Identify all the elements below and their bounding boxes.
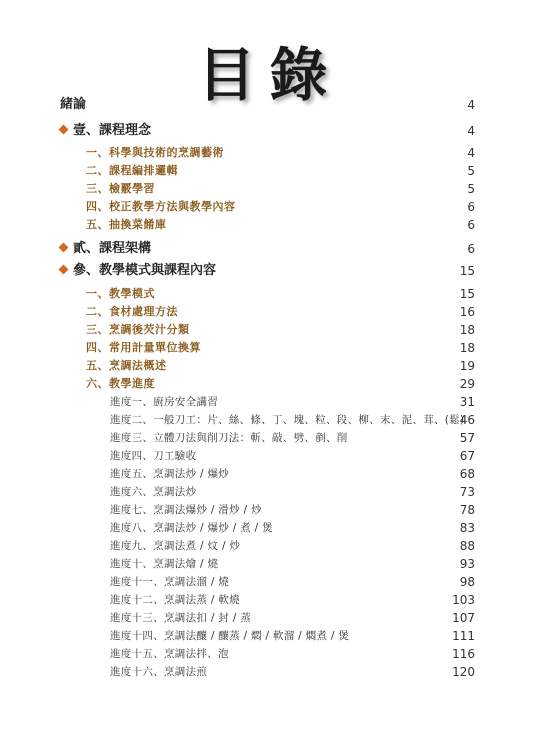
- toc-page-number: 78: [459, 503, 475, 517]
- toc-entry-text: 進度六、烹調法炒: [110, 486, 197, 498]
- toc-page-number: 5: [467, 182, 475, 196]
- toc-entry-title: [110, 663, 207, 681]
- diamond-bullet-icon: [59, 125, 69, 135]
- toc-entry[interactable]: [0, 537, 539, 555]
- toc-entry-text: 四、常用計量單位換算: [86, 341, 201, 354]
- toc-page-number: 5: [467, 164, 475, 178]
- toc-entry[interactable]: [0, 573, 539, 591]
- toc-page-number: 88: [459, 539, 475, 553]
- toc-page-number: 6: [467, 218, 475, 232]
- toc-entry-title: [110, 393, 218, 411]
- diamond-bullet-icon: [59, 265, 69, 275]
- toc-entry-text: 進度十四、烹調法釀 / 釀蒸 / 燜 / 軟溜 / 燜煮 / 煲: [110, 630, 350, 642]
- diamond-bullet-icon: [59, 243, 69, 253]
- toc-entry-text: 貳、課程架構: [73, 241, 152, 256]
- page-title: 目錄: [197, 41, 342, 109]
- toc-page-number: 15: [459, 264, 475, 278]
- toc-entry[interactable]: [0, 411, 539, 429]
- toc-entry-text: 二、食材處理方法: [86, 305, 178, 318]
- toc-entry-text: 三、烹調後芡汁分類: [86, 323, 190, 336]
- toc-entry[interactable]: [0, 375, 539, 393]
- toc-entry-title: [110, 411, 464, 429]
- toc-entry-title: [60, 240, 151, 258]
- toc-entry-title: [110, 645, 229, 663]
- toc-page-number: 93: [459, 557, 475, 571]
- toc-entry-title: [60, 122, 151, 140]
- toc-entry-title: [110, 519, 273, 537]
- toc-entry-text: 緒論: [60, 97, 87, 112]
- toc-entry-text: 二、課程編排邏輯: [86, 164, 178, 177]
- toc-entry[interactable]: [0, 321, 539, 339]
- toc-entry[interactable]: [0, 303, 539, 321]
- toc-entry-title: [110, 609, 251, 627]
- toc-entry[interactable]: [0, 591, 539, 609]
- toc-entry[interactable]: [0, 162, 539, 180]
- toc-page-number: 116: [452, 647, 475, 661]
- toc-entry[interactable]: [0, 627, 539, 645]
- toc-entry-title: [110, 627, 349, 645]
- toc-page-number: 16: [459, 305, 475, 319]
- toc-page-number: 73: [459, 485, 475, 499]
- toc-entry-title: [86, 321, 190, 339]
- toc-entry-text: 四、校正教學方法與教學內容: [86, 200, 236, 213]
- toc-entry[interactable]: [0, 609, 539, 627]
- toc-entry-title: [110, 573, 229, 591]
- toc-entry[interactable]: [0, 645, 539, 663]
- toc-page-number: 57: [459, 431, 475, 445]
- toc-entry-title: [86, 180, 155, 198]
- toc-page-number: 67: [459, 449, 475, 463]
- toc-entry-title: [110, 555, 218, 573]
- toc-entry-text: 參、教學模式與課程內容: [73, 263, 217, 278]
- toc-entry-text: 進度九、烹調法煮 / 炆 / 炒: [110, 540, 241, 552]
- toc-entry-title: [110, 429, 348, 447]
- toc-entry[interactable]: [0, 519, 539, 537]
- toc-entry[interactable]: [0, 144, 539, 162]
- toc-entry[interactable]: [0, 180, 539, 198]
- toc-entry[interactable]: [0, 240, 539, 258]
- toc-entry-text: 三、檢覈學習: [86, 182, 155, 195]
- toc-entry[interactable]: [0, 429, 539, 447]
- toc-entry-text: 一、科學與技術的烹調藝術: [86, 146, 224, 159]
- toc-entry-title: [86, 285, 155, 303]
- toc-entry-title: [86, 357, 167, 375]
- toc-entry-text: 進度八、烹調法炒 / 爆炒 / 煮 / 煲: [110, 522, 273, 534]
- toc-entry[interactable]: [0, 122, 539, 140]
- toc-entry-text: 五、抽換菜餚庫: [86, 218, 167, 231]
- toc-page-number: 4: [467, 146, 475, 160]
- toc-entry-title: [86, 375, 155, 393]
- toc-entry-title: [110, 447, 196, 465]
- toc-entry-title: [110, 501, 262, 519]
- toc-entry-title: [86, 198, 236, 216]
- toc-entry[interactable]: [0, 555, 539, 573]
- toc-entry-title: [110, 483, 196, 501]
- toc-entry-title: [86, 303, 178, 321]
- toc-entry-text: 進度十五、烹調法拌、泡: [110, 648, 229, 660]
- toc-entry-text: 一、教學模式: [86, 287, 155, 300]
- toc-entry-text: 進度七、烹調法爆炒 / 滑炒 / 炒: [110, 504, 262, 516]
- toc-entry-text: 進度二、一般刀工：片、絲、條、丁、塊、粒、段、柳、末、泥、茸、(鬆): [110, 414, 465, 426]
- toc-entry[interactable]: [0, 663, 539, 681]
- toc-entry[interactable]: [0, 216, 539, 234]
- toc-entry[interactable]: [0, 357, 539, 375]
- toc-entry-text: 進度十六、烹調法煎: [110, 666, 208, 678]
- toc-entry-title: [60, 96, 86, 114]
- toc-page-number: 18: [459, 341, 475, 355]
- toc-entry-text: 進度四、刀工驗收: [110, 450, 197, 462]
- toc-entry-title: [86, 144, 224, 162]
- toc-page-number: 31: [459, 395, 475, 409]
- toc-page-number: 4: [467, 124, 475, 138]
- toc-page-number: 46: [459, 413, 475, 427]
- toc-page-number: 68: [459, 467, 475, 481]
- toc-page-number: 103: [452, 593, 475, 607]
- toc-entry-text: 進度十三、烹調法扣 / 封 / 蒸: [110, 612, 252, 624]
- toc-entry-text: 壹、課程理念: [73, 123, 152, 138]
- toc-entry-title: [86, 339, 201, 357]
- toc-entry-title: [110, 591, 240, 609]
- toc-page-number: 15: [459, 287, 475, 301]
- toc-entry-title: [86, 162, 178, 180]
- toc-entry-title: [86, 216, 167, 234]
- toc-entry[interactable]: [0, 465, 539, 483]
- toc-entry-text: 進度十二、烹調法蒸 / 軟燒: [110, 594, 240, 606]
- toc-entry-text: 進度十、烹調法燴 / 燒: [110, 558, 219, 570]
- toc-page-number: 107: [452, 611, 475, 625]
- toc-entry[interactable]: [0, 339, 539, 357]
- toc-entry[interactable]: [0, 501, 539, 519]
- toc-page-number: 4: [467, 98, 475, 112]
- toc-page-number: 19: [459, 359, 475, 373]
- toc-entry-title: [60, 262, 216, 280]
- toc-entry[interactable]: [0, 262, 539, 280]
- toc-entry-text: 進度十一、烹調法溜 / 燒: [110, 576, 230, 588]
- toc-entry[interactable]: [0, 447, 539, 465]
- toc-entry-title: [110, 465, 229, 483]
- toc-page-number: 6: [467, 242, 475, 256]
- toc-entry[interactable]: [0, 393, 539, 411]
- toc-page-number: 120: [452, 665, 475, 679]
- toc-entry-text: 五、烹調法概述: [86, 359, 167, 372]
- toc-entry-title: [110, 537, 240, 555]
- toc-entry[interactable]: [0, 483, 539, 501]
- toc-entry-text: 進度五、烹調法炒 / 爆炒: [110, 468, 230, 480]
- toc-entry-text: 進度三、立體刀法與削刀法：斬、敲、劈、剷、削: [110, 432, 348, 444]
- toc-entry[interactable]: [0, 96, 539, 114]
- toc-entry-text: 進度一、廚房安全講習: [110, 396, 218, 408]
- toc-page-number: 18: [459, 323, 475, 337]
- toc-page-number: 111: [452, 629, 475, 643]
- toc-page-number: 6: [467, 200, 475, 214]
- toc-entry[interactable]: [0, 198, 539, 216]
- toc-entry[interactable]: [0, 285, 539, 303]
- toc-page-number: 29: [459, 377, 475, 391]
- toc-entry-text: 六、教學進度: [86, 377, 155, 390]
- toc-page-number: 98: [459, 575, 475, 589]
- toc-page-number: 83: [459, 521, 475, 535]
